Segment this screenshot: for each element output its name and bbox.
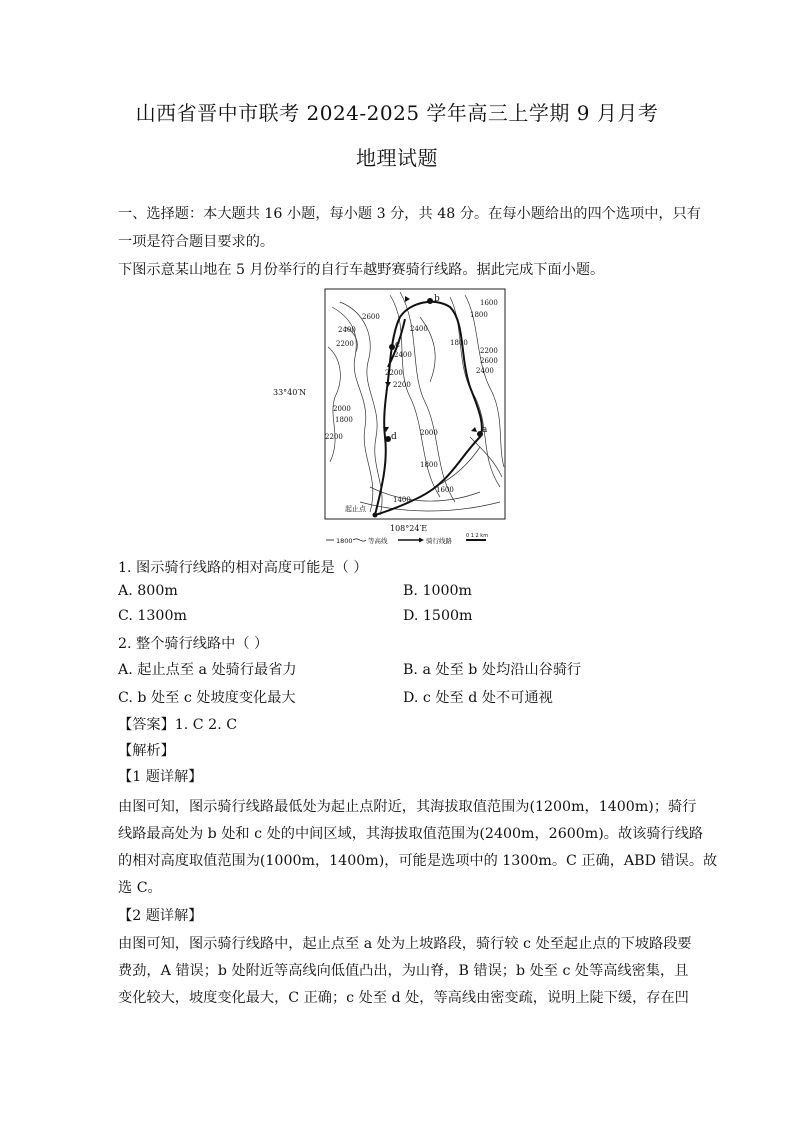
contour-label: 2200 xyxy=(325,433,343,441)
latitude-label: 33°40′N xyxy=(273,388,307,397)
section-intro-line-1: 一、选择题：本大题共 16 小题，每小题 3 分，共 48 分。在每小题给出的四个选项中，只有 xyxy=(118,206,701,222)
section-intro-line-2: 一项是符合题目要求的。 xyxy=(118,234,275,250)
contour-label: 2400 xyxy=(410,325,428,333)
scale-label: 0 1 2 km xyxy=(466,533,489,539)
contour-label: 2000 xyxy=(333,405,351,413)
contour-label: 2200 xyxy=(393,381,411,389)
question-1-option-b: B. 1000m xyxy=(403,583,473,599)
contour-label: 1800 xyxy=(420,461,438,469)
contour-map-figure xyxy=(270,287,530,549)
question-2-option-d: D. c 处至 d 处不可通视 xyxy=(403,690,553,706)
point-label-d: d xyxy=(391,432,397,442)
contour-label: 1800 xyxy=(450,339,468,347)
longitude-label: 108°24′E xyxy=(390,524,428,533)
figure-intro: 下图示意某山地在 5 月份举行的自行车越野赛骑行线路。据此完成下面小题。 xyxy=(118,262,605,278)
start-label: 起止点 xyxy=(345,505,366,513)
start-point-marker xyxy=(373,513,378,518)
contour-label: 1800 xyxy=(470,311,488,319)
contour-label: 2000 xyxy=(420,429,438,437)
contour-label: 2200 xyxy=(336,340,354,348)
q2-detail-line: 费劲，A 错误；b 处附近等高线向低值凸出，为山脊，B 错误；b 处至 c 处等高线密集，且 xyxy=(118,963,689,979)
q1-detail-line: 的相对高度取值范围为(1000m，1400m)，可能是选项中的 1300m。C 正确，ABD 错误。故 xyxy=(118,853,718,869)
map-legend xyxy=(326,533,488,545)
contour-label: 2200 xyxy=(480,347,498,355)
contour-label: 2400 xyxy=(476,367,494,375)
answer-line: 【答案】1. C 2. C xyxy=(118,717,238,733)
question-2-option-a: A. 起止点至 a 处骑行最省力 xyxy=(118,662,297,678)
legend-contour-value: 1800 xyxy=(336,537,353,545)
q2-detail-line: 变化较大，坡度变化最大，C 正确；c 处至 d 处，等高线由密变疏，说明上陡下缓，存在凹 xyxy=(118,990,689,1006)
q1-detail-heading: 【1 题详解】 xyxy=(118,769,203,785)
contour-label: 2400 xyxy=(338,326,356,334)
q2-detail-heading: 【2 题详解】 xyxy=(118,908,203,924)
page-title: 山西省晋中市联考 2024-2025 学年高三上学期 9 月月考 xyxy=(135,101,659,125)
analysis-heading: 【解析】 xyxy=(118,743,175,759)
page-subtitle: 地理试题 xyxy=(356,146,438,170)
q2-detail-line: 由图可知，图示骑行线路中，起止点至 a 处为上坡路段，骑行较 c 处至起止点的下坡路段要 xyxy=(118,936,692,952)
q1-detail-line: 由图可知，图示骑行线路最低处为起止点附近，其海拔取值范围为(1200m，1400m)；骑行 xyxy=(118,799,697,815)
contour-label: 2400 xyxy=(394,351,412,359)
legend-route: 骑行线路 xyxy=(426,537,452,545)
contour-label: 2600 xyxy=(362,313,380,321)
contour-label: 2600 xyxy=(480,357,498,365)
question-1-option-d: D. 1500m xyxy=(403,608,473,624)
point-label-b: b xyxy=(434,294,440,304)
contour-label: 2200 xyxy=(385,369,403,377)
question-1-option-a: A. 800m xyxy=(118,583,178,599)
contour-label: 1600 xyxy=(436,486,454,494)
point-label-c: c xyxy=(395,340,401,350)
contour-label: 1800 xyxy=(335,416,353,424)
point-b-marker xyxy=(427,298,433,304)
question-2-option-b: B. a 处至 b 处均沿山谷骑行 xyxy=(403,662,582,678)
question-1-option-c: C. 1300m xyxy=(118,608,187,624)
question-2-option-c: C. b 处至 c 处坡度变化最大 xyxy=(118,690,296,706)
contour-label: 1600 xyxy=(480,299,498,307)
question-2-stem: 2. 整个骑行线路中（ ） xyxy=(118,636,269,652)
contour-label: 1400 xyxy=(393,496,411,504)
q1-detail-line: 选 C。 xyxy=(118,880,162,896)
q1-detail-line: 线路最高处为 b 处和 c 处的中间区域，其海拔取值范围为(2400m，2600m)。故该骑行线路 xyxy=(118,826,704,842)
question-1-stem: 1. 图示骑行线路的相对高度可能是（ ） xyxy=(118,560,368,576)
point-label-a: a xyxy=(482,425,488,435)
legend-contour: 等高线 xyxy=(368,537,388,545)
scale-bar xyxy=(466,539,486,541)
